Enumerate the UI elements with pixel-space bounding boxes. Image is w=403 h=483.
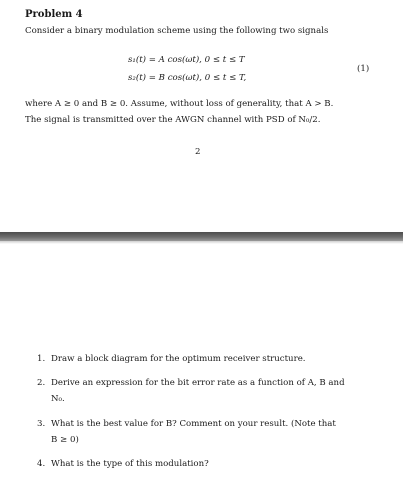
problem-title: Problem 4 <box>25 9 83 20</box>
page-separator <box>0 232 403 241</box>
question-text: N₀. <box>51 394 65 404</box>
question-text: What is the type of this modulation? <box>51 459 209 469</box>
assumption-text: where A ≥ 0 and B ≥ 0. Assume, without loss of generality, that A > B. <box>25 99 334 109</box>
equation-s1: s₁(t) = A cos(ωt), 0 ≤ t ≤ T <box>128 55 245 65</box>
equation-number: (1) <box>357 64 370 74</box>
channel-text: The signal is transmitted over the AWGN channel with PSD of N₀/2. <box>25 115 321 125</box>
question-text: What is the best value for B? Comment on your result. (Note that <box>51 419 336 429</box>
equation-s2: s₂(t) = B cos(ωt), 0 ≤ t ≤ T, <box>128 73 247 83</box>
question-text: B ≥ 0) <box>51 435 79 445</box>
page-separator-shadow <box>0 241 403 244</box>
question-number: 1. <box>37 354 46 364</box>
question-number: 2. <box>37 378 46 388</box>
question-text: Draw a block diagram for the optimum receiver structure. <box>51 354 306 364</box>
question-number: 3. <box>37 419 46 429</box>
question-number: 4. <box>37 459 46 469</box>
problem-intro: Consider a binary modulation scheme using the following two signals <box>25 26 329 36</box>
page-upper <box>0 0 403 232</box>
page-number: 2 <box>195 147 201 157</box>
question-text: Derive an expression for the bit error rate as a function of A, B and <box>51 378 345 388</box>
